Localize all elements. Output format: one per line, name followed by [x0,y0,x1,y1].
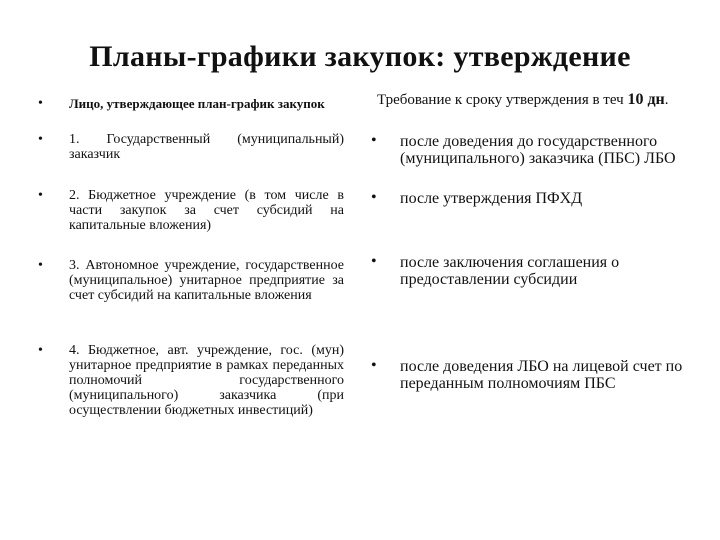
bullet: • [371,357,377,374]
right-item-2: после утверждения ПФХД [400,190,583,207]
left-item-2: 2. Бюджетное учреждение (в том числе в части закупок за счет субсидий на капитальные вложения) [69,188,344,233]
right-header-deadline: 10 дн [627,91,665,108]
right-item-1: после доведения до государственного (муниципального) заказчика (ПБС) ЛБО [400,133,676,167]
left-item-4: 4. Бюджетное, авт. учреждение, гос. (мун) унитарное предприятие в рамках переданных полномочий государственного (муниципального) заказчика (при осуществлении бюджетных инвестиций) [69,343,344,418]
right-item-4: после доведения ЛБО на лицевой счет по переданным полномочиям ПБС [400,358,683,392]
bullet: • [371,253,377,270]
bullet: • [38,96,43,111]
right-header-suffix: . [664,92,669,108]
bullet: • [371,132,377,149]
left-item-1: 1. Государственный (муниципальный) заказчик [69,132,344,162]
bullet: • [38,132,43,147]
right-header-prefix: Требование к сроку утверждения в теч [377,92,628,108]
right-column-header [377,92,717,108]
right-column [360,0,720,540]
left-column-header: Лицо, утверждающее план-график закупок [69,96,325,111]
bullet: • [38,258,43,273]
right-item-3: после заключения соглашения о предоставлении субсидии [400,254,620,288]
bullet: • [38,343,43,358]
page-title: Планы-графики закупок: утверждение [89,40,631,73]
bullet: • [371,189,377,206]
left-item-3: 3. Автономное учреждение, государственное (муниципальное) унитарное предприятие за счет субсидий на капитальные вложения [69,258,344,303]
bullet: • [38,188,43,203]
